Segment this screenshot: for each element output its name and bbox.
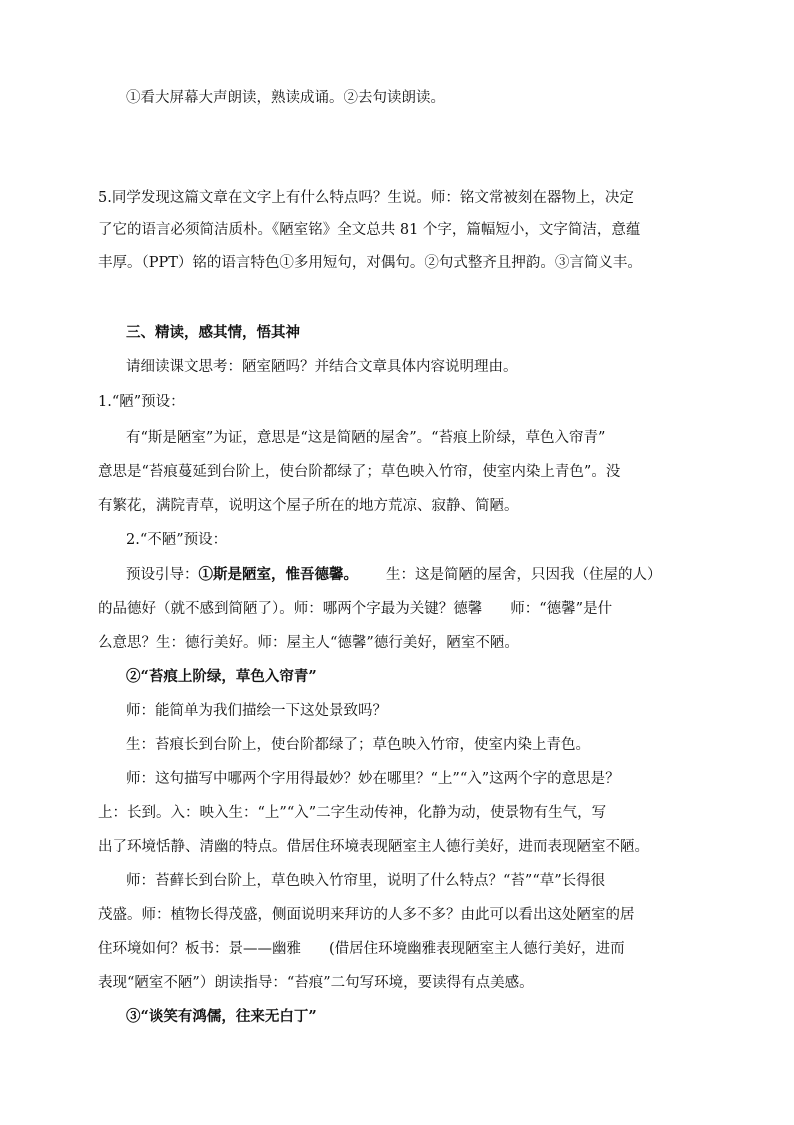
text-line: 么意思？生：德行美好。师：屋主人“德馨”德行美好，陋室不陋。 [98,635,519,651]
text-line: 表现“陋室不陋”）朗读指导：“苔痕”二句写环境，要读得有点美感。 [98,975,534,991]
text-line: 生：苔痕长到台阶上，使台阶都绿了；草色映入竹帘，使室内染上青色。 [126,737,590,753]
text-line: 师：能简单为我们描绘一下这处景致吗？ [126,703,387,719]
text-line: 5.同学发现这篇文章在文字上有什么特点吗？生说。师：铭文常被刻在器物上，决定 [98,190,634,206]
quote-bold: ①斯是陋室，惟吾德馨。 [198,566,358,583]
text-line: 有“斯是陋室”为证，意思是“这是简陋的屋舍”。“苔痕上阶绿，草色入帘青” [126,430,606,446]
subheading: 2.“不陋”预设： [126,532,228,548]
text-segment: 师：“德馨”是什 [510,601,613,617]
section-heading: 三、精读，感其情，悟其神 [126,324,300,341]
text-line: 出了环境恬静、清幽的特点。借居住环境表现陋室主人德行美好，进而表现陋室不陋。 [98,839,649,855]
text-line: 了它的语言必须简洁质朴。《陋室铭》全文总共 81 个字，篇幅短小，文字简洁，意蕴 [98,222,641,238]
text-line: 有繁花，满院青草，说明这个屋子所在的地方荒凉、寂静、简陋。 [98,498,519,514]
quote-heading: ②“苔痕上阶绿，草色入帘青” [126,668,317,685]
quote-heading: ③“谈笑有鸿儒，往来无白丁” [126,1008,317,1025]
text-line: 意思是“苔痕蔓延到台阶上，使台阶都绿了；草色映入竹帘，使室内染上青色”。没 [98,464,621,480]
text-segment: 预设引导： [126,567,199,583]
subheading: 1.“陋”预设： [98,394,185,410]
text-line [0,565,794,585]
text-line: ①看大屏幕大声朗读，熟读成诵。②去句读朗读。 [126,90,445,106]
text-segment: 的品德好（就不感到简陋了）。师：哪两个字最为关键？德馨 [98,601,483,617]
text-line: 茂盛。师：植物长得茂盛，侧面说明来拜访的人多不多？由此可以看出这处陋室的居 [98,907,635,923]
text-line: 师：苔藓长到台阶上，草色映入竹帘里，说明了什么特点？“苔”“草”长得很 [126,873,606,889]
text-line: 丰厚。（PPT）铭的语言特色①多用短句，对偶句。②句式整齐且押韵。③言简义丰。 [98,255,642,271]
text-segment: 生：这是简陋的屋舍，只因我（住屋的人） [386,567,662,583]
text-segment: (借居住环境幽雅表现陋室主人德行美好，进而 [329,941,625,957]
text-line [0,599,794,619]
text-line: 上：长到。入：映入生：“上”“入”二字生动传神，化静为动，使景物有生气，写 [98,805,607,821]
text-segment: 住环境如何？板书：景——幽雅 [98,941,301,957]
text-line: 师：这句描写中哪两个字用得最妙？妙在哪里？“上”“入”这两个字的意思是？ [126,771,620,787]
text-line [0,939,794,959]
text-line: 请细读课文思考：陋室陋吗？并结合文章具体内容说明理由。 [126,359,518,375]
